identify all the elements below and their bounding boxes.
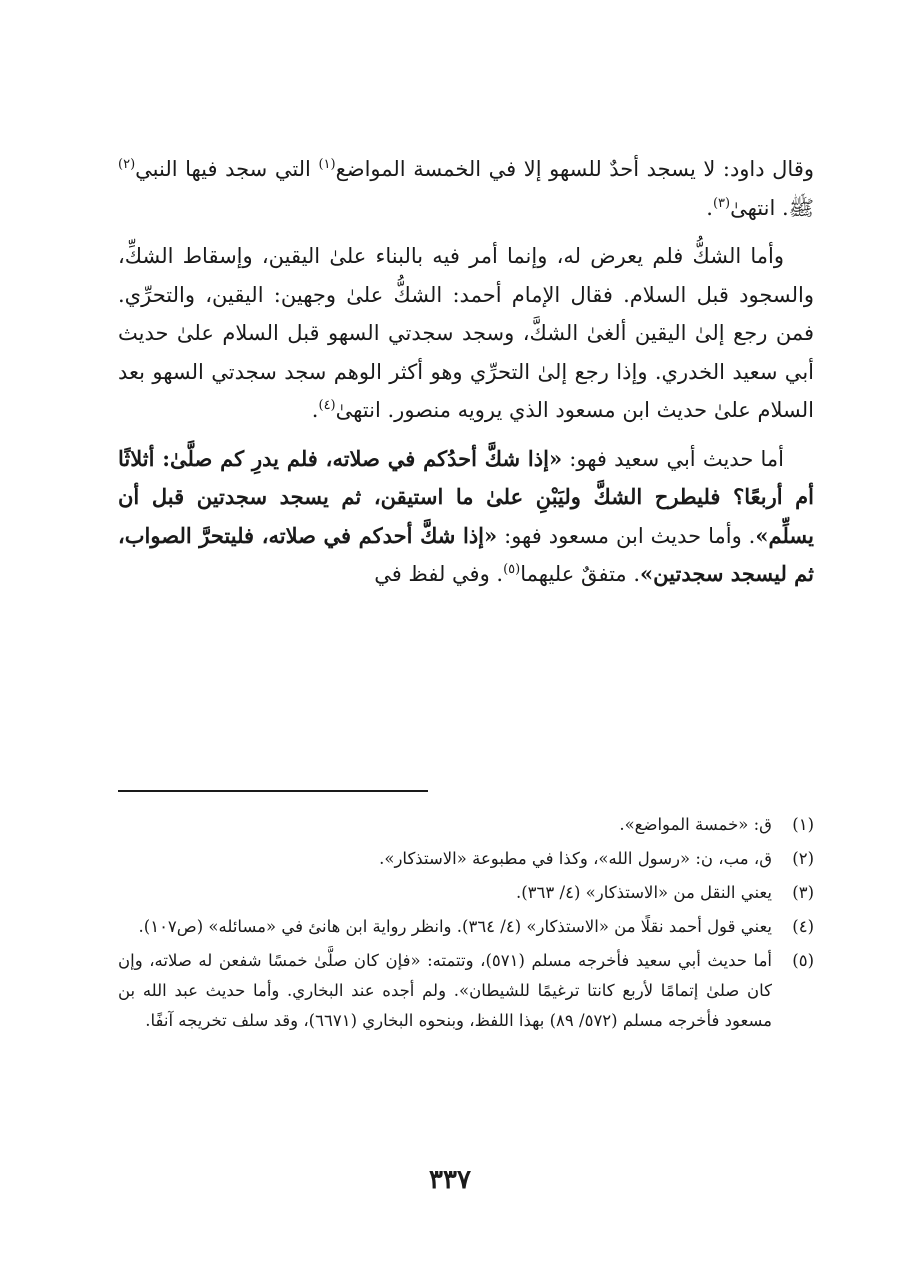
footnote-ref-3[interactable]: (٣)	[712, 195, 731, 211]
paragraph-1	[118, 150, 814, 227]
footnote-number: (٥)	[792, 951, 814, 970]
footnote-ref-5[interactable]: (٥)	[503, 562, 521, 577]
footnote-5	[118, 946, 814, 1036]
footnotes	[118, 810, 814, 1040]
footnote-ref-1[interactable]: (١)	[318, 157, 336, 172]
paragraph-3	[118, 440, 814, 594]
page-number: ٣٣٧	[429, 1165, 471, 1195]
paragraph-text: وقال داود: لا يسجد أحدٌ للسهو إلا في الخمسة المواضع	[335, 157, 815, 181]
paragraph-text: .	[706, 195, 713, 220]
footnote-3	[118, 878, 814, 908]
paragraph-text: ﷺ. انتهىٰ	[730, 195, 814, 220]
footnote-text: يعني النقل من «الاستذكار» (٤/ ٣٦٣).	[515, 883, 772, 902]
footnote-text: ق: «خمسة المواضع».	[619, 815, 772, 834]
footnote-ref-2[interactable]: (٢)	[118, 157, 136, 172]
paragraph-text: أما حديث أبي سعيد فهو:	[562, 446, 784, 471]
footnote-number: (٣)	[792, 883, 814, 902]
footnote-number: (١)	[792, 815, 814, 834]
hadith-quote-1: «إذا شكَّ أحدُكم في صلاته، فلم يدرِ كم صلَّىٰ: أثلاثًا أم أربعًا؟ فليطرح الشكَّ وليَبْنِ علىٰ ما استيقن، ثم يسجد سجدتين قبل أن يسلِّم»	[118, 445, 814, 548]
paragraph-text: التي سجد فيها النبي	[135, 157, 319, 181]
paragraph-text: وأما الشكُّ فلم يعرض له، وإنما أمر فيه بالبناء علىٰ اليقين، وإسقاط الشكِّ، والسجود قبل السلام. فقال الإمام أحمد: الشكُّ علىٰ وجهين: اليقين، والتحرِّي. فمن رجع إلىٰ اليقين ألغىٰ الشكَّ، وسجد سجدتي السهو قبل السلام علىٰ حديث أبي سعيد الخدري. وإذا رجع إلىٰ التحرِّي وهو أكثر الوهم سجد سجدتي السهو بعد السلام علىٰ حديث ابن مسعود الذي يرويه منصور. انتهىٰ	[118, 244, 814, 422]
footnote-1	[118, 810, 814, 840]
footnote-number: (٤)	[792, 917, 814, 936]
paragraph-text: . وفي لفظ في	[374, 562, 504, 586]
paragraph-2	[118, 237, 814, 430]
footnote-2	[118, 844, 814, 874]
footnote-text: أما حديث أبي سعيد فأخرجه مسلم (٥٧١)، وتتمته: «فإن كان صلَّىٰ خمسًا شفعن له صلاته، وإن كان صلىٰ إتمامًا لأربع كانتا ترغيمًا للشيطان». ولم أجده عند البخاري. وأما حديث عبد الله بن مسعود فأخرجه مسلم (٥٧٢/ ٨٩) بهذا اللفظ، وبنحوه البخاري (٦٦٧١)، وقد سلف تخريجه آنفًا.	[118, 951, 772, 1030]
footnote-ref-4[interactable]: (٤)	[318, 398, 336, 413]
footnote-number: (٢)	[792, 849, 814, 868]
paragraph-text: . متفقٌ عليهما	[520, 562, 641, 586]
hadith-quote-2: «إذا شكَّ أحدكم في صلاته، فليتحرَّ الصواب، ثم ليسجد سجدتين»	[118, 522, 814, 586]
footnote-text: يعني قول أحمد نقلًا من «الاستذكار» (٤/ ٣٦٤). وانظر رواية ابن هانئ في «مسائله» (ص١٠٧).	[138, 917, 772, 936]
footnote-separator	[118, 790, 428, 792]
main-text	[118, 150, 814, 604]
footnote-4	[118, 912, 814, 942]
paragraph-text: .	[311, 398, 319, 422]
paragraph-text: . وأما حديث ابن مسعود فهو:	[497, 523, 756, 548]
footnote-text: ق، مب، ن: «رسول الله»، وكذا في مطبوعة «الاستذكار».	[379, 849, 772, 868]
